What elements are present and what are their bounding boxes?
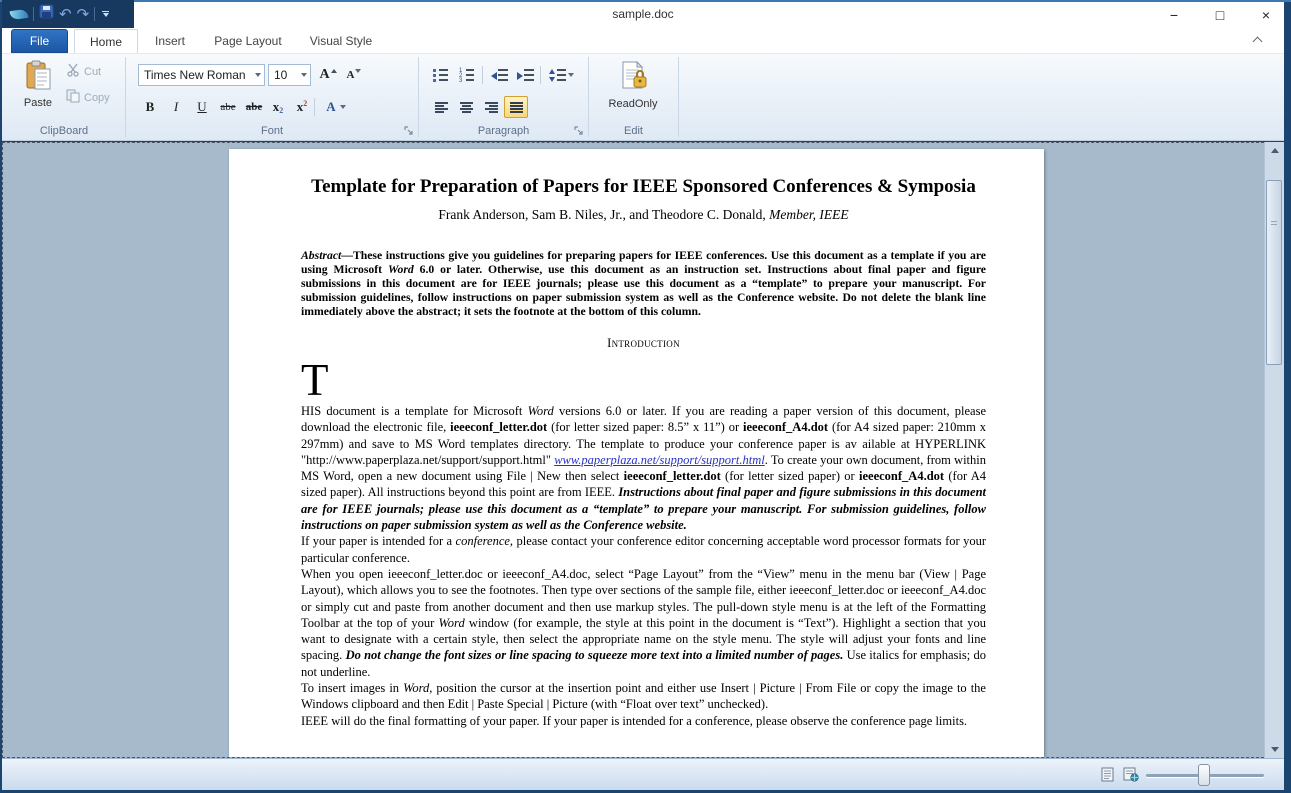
decrease-indent-button[interactable]: [487, 64, 511, 86]
align-right-button[interactable]: [479, 96, 503, 118]
tab-page-layout[interactable]: Page Layout: [214, 34, 282, 48]
align-left-button[interactable]: [429, 96, 453, 118]
copy-icon: [66, 89, 80, 106]
increase-indent-button[interactable]: [513, 64, 537, 86]
paste-icon: [25, 60, 52, 94]
superscript-button[interactable]: x 2: [296, 99, 308, 114]
hyperlink[interactable]: www.paperplaza.net/support/support.html: [554, 452, 765, 467]
cut-icon: [66, 63, 80, 80]
window-controls: [1164, 2, 1276, 28]
paragraph-authors: Frank Anderson, Sam B. Niles, Jr., and Theodore C. Donald, Member, IEEE: [438, 207, 849, 222]
bullets-button[interactable]: [429, 64, 453, 86]
tab-home[interactable]: Home: [74, 29, 138, 54]
group-label-font: Font: [260, 125, 283, 137]
font-size-combo[interactable]: [268, 64, 311, 86]
justify-icon: [510, 102, 523, 113]
font-family-value: Times New Roman: [144, 68, 246, 82]
minimize-icon[interactable]: −: [1169, 7, 1179, 23]
scroll-up-icon: [1271, 148, 1279, 153]
statusbar: [2, 758, 1284, 790]
font-color-button[interactable]: A: [320, 96, 352, 118]
page-content[interactable]: [301, 175, 986, 729]
close-icon[interactable]: ×: [1261, 7, 1271, 23]
line-spacing-button[interactable]: [545, 64, 577, 86]
separator: [482, 66, 483, 84]
paragraph-title: Template for Preparation of Papers for IEEE Sponsored Conferences & Symposia: [311, 176, 976, 197]
separator: [314, 98, 315, 116]
bullets-icon: [433, 69, 449, 81]
thumb-grip-icon: [1271, 221, 1277, 227]
italic-button[interactable]: I: [173, 99, 179, 114]
font-size-value: 10: [274, 68, 288, 82]
copy-label: Copy: [84, 91, 110, 104]
web-view-icon[interactable]: [1123, 767, 1138, 782]
separator: [540, 66, 541, 84]
chevron-down-icon: [297, 73, 310, 77]
undo-icon[interactable]: ↶: [59, 5, 72, 23]
align-center-button[interactable]: [454, 96, 478, 118]
paragraph-dialog-launcher-icon[interactable]: [574, 124, 586, 136]
paragraph-body: When you open ieeeconf_letter.doc or ieeeconf_A4.doc, select “Page Layout” from the “View” menu in the menu bar (View | Page Layout), which allows you to see the footnotes. Then type over sections of the sample file, either ieeeconf_letter.doc or ieeeconf_A4.doc or simply cut and paste from another document and then use markup styles. The pull-down style menu is at the left of the Formatting Toolbar at the top of your Word window (for example, the style at this point in the document is “Text”). Highlight a section that you want to designate with a certain style, then select the appropriate name on the style menu. The style will adjust your fonts and line spacing. Do not change the font sizes or line spacing to squeeze more text into a limited number of pages. Use italics for emphasis; do not underline.: [301, 566, 987, 679]
grow-font-button[interactable]: A: [316, 64, 340, 86]
font-dialog-launcher-icon[interactable]: [404, 124, 416, 136]
font-family-combo[interactable]: [138, 64, 265, 86]
paragraph-body: HIS document is a template for Microsoft Word versions 6.0 or later. If you are reading a paper version of this document, please download the electronic file, ieeeconf_letter.dot (for letter sized paper: 8.5” x 11”) or ieeeconf_A4.dot (for A4 sized paper: 210mm x 297mm) and save to MS Word templates directory. The template to produce your conference paper is av ailable at HYPERLINK "http://www.paperplaza.net/support/support.html" www.paperplaza.net/support/support.html. To create your own document, from within MS Word, open a new document using File | New then select ieeeconf_letter.dot (for letter sized paper) or ieeeconf_A4.dot (for A4 sized paper). All instructions beyond this point are from IEEE. Instructions about final paper and figure submissions in this document are for IEEE journals; please use this document as a “template” to prepare your manuscript. For submission guidelines, follow instructions on paper submission system as well as the Conference website.: [301, 404, 987, 533]
increase-indent-icon: [516, 69, 534, 81]
tab-visual-style[interactable]: Visual Style: [309, 34, 373, 48]
window-title: sample.doc: [612, 7, 674, 21]
titlebar: [2, 2, 1284, 28]
vertical-scrollbar[interactable]: [1264, 142, 1284, 758]
ribbon-tab-row: [2, 28, 1284, 53]
group-separator: [678, 57, 679, 137]
document-area: [2, 142, 1284, 758]
numbering-button[interactable]: [455, 64, 479, 86]
double-strikethrough-button[interactable]: abe: [245, 101, 263, 113]
scroll-up-button[interactable]: [1265, 142, 1284, 159]
zoom-slider-thumb[interactable]: [1198, 764, 1210, 786]
group-label-paragraph: Paragraph: [477, 125, 530, 137]
readonly-label: ReadOnly: [608, 98, 658, 110]
document-page: [229, 149, 1044, 758]
scroll-down-icon: [1271, 747, 1279, 752]
copy-button[interactable]: [66, 89, 110, 106]
underline-button[interactable]: U: [197, 99, 207, 114]
decrease-indent-icon: [490, 69, 508, 81]
align-center-icon: [460, 102, 473, 113]
group-label-clipboard: ClipBoard: [39, 125, 89, 137]
ribbon: [2, 53, 1284, 141]
scrollbar-thumb[interactable]: [1266, 180, 1282, 365]
readonly-icon: [617, 60, 649, 95]
chevron-down-icon: [251, 73, 264, 77]
redo-icon[interactable]: ↷: [76, 5, 90, 23]
justify-button[interactable]: [504, 96, 528, 118]
paragraph-body: IEEE will do the final formatting of your paper. If your paper is intended for a conference, please observe the conference page limits.: [301, 713, 968, 728]
paragraph-body: To insert images in Word, position the cursor at the insertion point and either use Insert | Picture | From File or copy the image to the Windows clipboard and then Edit | Paste Special | Picture (with “Float over text” unchecked).: [301, 681, 986, 712]
page-view-icon[interactable]: [1100, 767, 1115, 782]
paragraph-dropcap: T: [301, 355, 329, 405]
paragraph-body: If your paper is intended for a conference, please contact your conference editor concerning acceptable word processor formats for your particular conference.: [301, 534, 986, 565]
paste-label: Paste: [23, 97, 53, 109]
tab-insert[interactable]: Insert: [154, 34, 185, 48]
cut-label: Cut: [84, 65, 102, 78]
readonly-button[interactable]: [604, 60, 662, 110]
group-label-edit: Edit: [624, 125, 643, 137]
collapse-ribbon-icon[interactable]: [1253, 36, 1262, 45]
paragraph-abstract: Abstract—These instructions give you guidelines for preparing papers for IEEE conferences. Use this document as a template if you are using Microsoft Word 6.0 or later. Otherwise, use this document as an instruction set. Instructions about final paper and figure submissions in this document are for IEEE journals; please use this document as a “template” to prepare your manuscript. For submission guidelines, follow instructions on paper submission system as well as the Conference website. Do not delete the blank line immediately above the abstract; it sets the footnote at the bottom of this column.: [301, 249, 986, 318]
paragraph-heading: Introduction: [607, 336, 680, 350]
cut-button[interactable]: [66, 63, 101, 80]
align-left-icon: [435, 102, 448, 113]
maximize-icon[interactable]: □: [1215, 7, 1225, 23]
bold-button[interactable]: B: [145, 99, 155, 114]
align-right-icon: [485, 102, 498, 113]
numbering-icon: 1 2 3: [459, 69, 475, 81]
paste-button[interactable]: [16, 60, 60, 109]
line-spacing-icon: [548, 69, 566, 82]
subscript-button[interactable]: x 2: [272, 99, 284, 115]
strikethrough-button[interactable]: abe: [220, 101, 236, 113]
shrink-font-button[interactable]: A: [342, 64, 366, 86]
file-menu-button[interactable]: File: [11, 29, 68, 53]
scroll-down-button[interactable]: [1265, 741, 1284, 758]
zoom-slider[interactable]: [1146, 764, 1264, 786]
